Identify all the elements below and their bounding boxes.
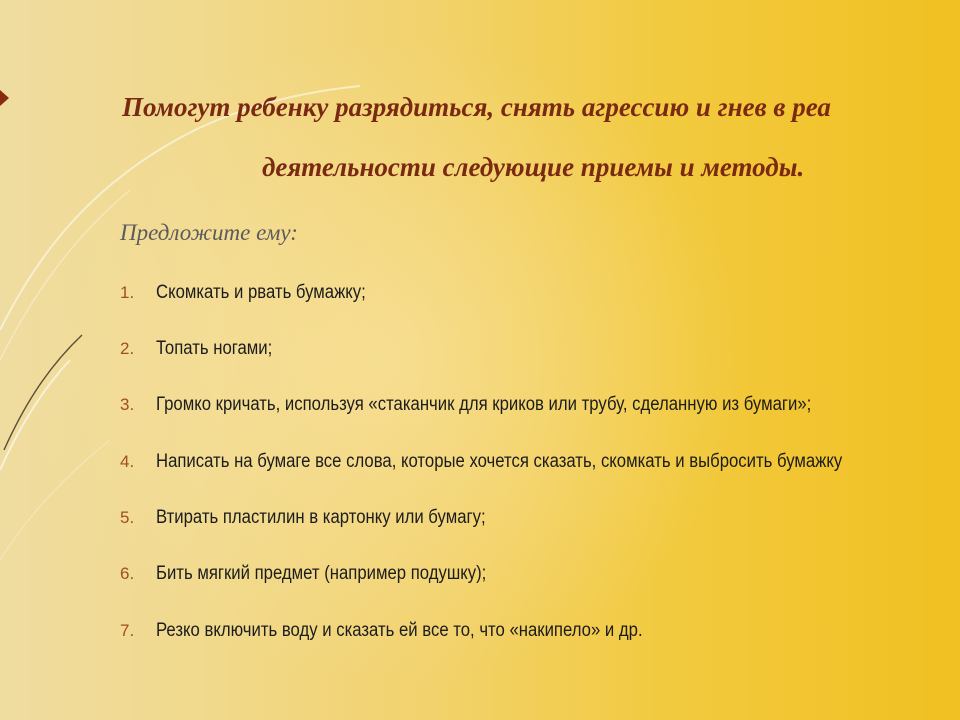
list-item-number: 6. <box>120 564 135 583</box>
list-item-text: Скомкать и рвать бумажку; <box>156 282 366 303</box>
list-item-text: Бить мягкий предмет (например подушку); <box>156 563 487 584</box>
subtitle: Предложите ему: <box>120 220 298 245</box>
list-item-number: 5. <box>120 508 135 527</box>
list-item-number: 7. <box>120 621 135 640</box>
list-item-number: 2. <box>120 339 135 358</box>
list-item-text: Громко кричать, используя «стаканчик для криков или трубу, сделанную из бумаги»; <box>156 394 812 415</box>
list-item-number: 3. <box>120 395 135 414</box>
list-item-number: 1. <box>120 283 135 302</box>
list-item-text: Втирать пластилин в картонку или бумагу; <box>156 507 486 528</box>
title-line-1: Помогут ребенку разрядиться, снять агрессию и гнев в реа <box>122 92 831 122</box>
title-line-2: деятельности следующие приемы и методы. <box>262 152 805 182</box>
title-bullet-icon <box>0 90 9 106</box>
list-item-text: Написать на бумаге все слова, которые хочется сказать, скомкать и выбросить бумажку <box>156 451 843 472</box>
list-item-number: 4. <box>120 452 135 471</box>
list-item-text: Топать ногами; <box>156 338 273 359</box>
list-item-text: Резко включить воду и сказать ей все то, что «накипело» и др. <box>156 620 643 641</box>
